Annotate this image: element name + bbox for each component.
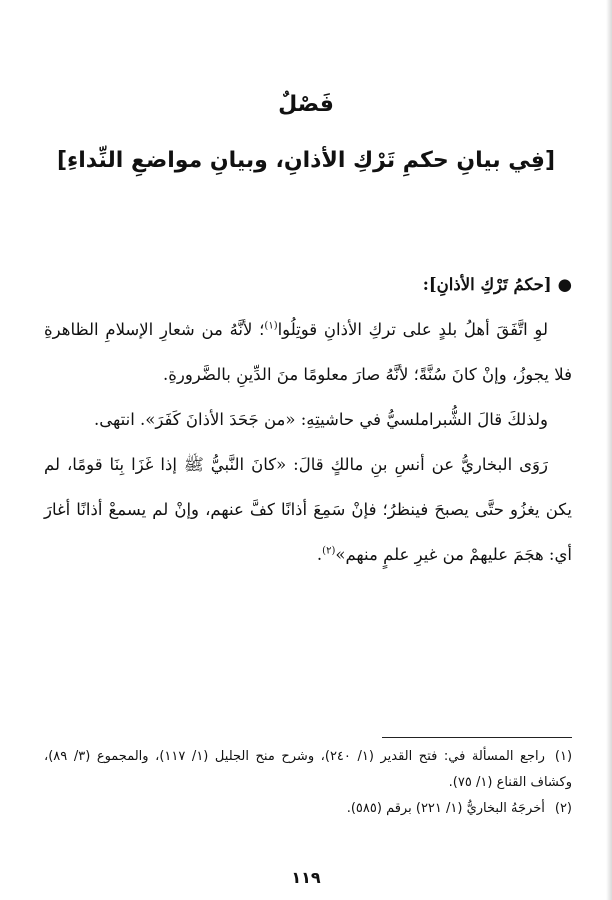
paragraph-2: ولذلكَ قالَ الشُّبراملسيُّ في حاشيتِهِ: «من جَحَدَ الأذانَ كَفَرَ». انتهى. <box>94 410 548 429</box>
section-title: [فِي بيانِ حكمِ تَرْكِ الأذانِ، وبيانِ مواضعِ النِّداءِ] <box>56 148 556 173</box>
page-edge <box>606 0 612 900</box>
subheading-line <box>44 262 572 307</box>
page-number: ١١٩ <box>291 868 321 887</box>
footnote-divider <box>382 737 572 738</box>
footnote-1 <box>44 744 572 796</box>
footnote-ref-2: (٢) <box>322 545 336 557</box>
footnote-2 <box>44 796 572 822</box>
paragraph-3-text: رَوَى البخاريُّ عن أنسِ بنِ مالكٍ قالَ: «كانَ النَّبيُّ ﷺ إذا غَزَا بِنَا قومًا، لم يكن يغزُو حتَّى يصبحَ فينظرُ؛ فإنْ سَمِعَ أذانًا كفَّ عنهم، وإنْ لم يسمعْ أذانًا أغارَ أي: هجَمَ عليهمْ من غيرِ علمٍ منهم» <box>44 455 572 564</box>
paragraph-1 <box>44 307 572 397</box>
footnote-ref-1: (١) <box>264 320 278 332</box>
footnotes <box>44 744 572 822</box>
footnote-1-number: (١) <box>554 749 573 764</box>
paragraph-1-rest: ؛ لأنَّهُ من شعارِ الإسلامِ الظاهرةِ فلا يجوزُ، وإنْ كانَ سُنَّةً؛ لأنَّهُ صارَ معلومًا منَ الدِّينِ بالضَّرورةِ. <box>44 320 572 384</box>
bullet-icon: ● <box>557 275 572 294</box>
footnote-2-text: أخرجَهُ البخاريُّ (١/ ٢٢١) برقم (٥٨٥). <box>346 801 545 816</box>
paragraph-3 <box>44 442 572 577</box>
subheading: [حكمُ تَرْكِ الأذانِ]: <box>422 275 552 294</box>
footnote-2-number: (٢) <box>554 801 572 816</box>
body-text <box>44 262 572 577</box>
paragraph-3-end: . <box>316 545 323 564</box>
chapter-heading: فَصْلٌ <box>278 92 334 117</box>
footnote-1-text: راجع المسألة في: فتح القدير (١/ ٢٤٠)، وشرح منح الجليل (١/ ١١٧)، والمجموع (٣/ ٨٩)، وكشاف القناع (١/ ٧٥). <box>44 749 572 790</box>
paragraph-1-text: لوِ اتَّفَقَ أهلُ بلدٍ على تركِ الأذانِ قوتِلُوا <box>277 320 548 339</box>
